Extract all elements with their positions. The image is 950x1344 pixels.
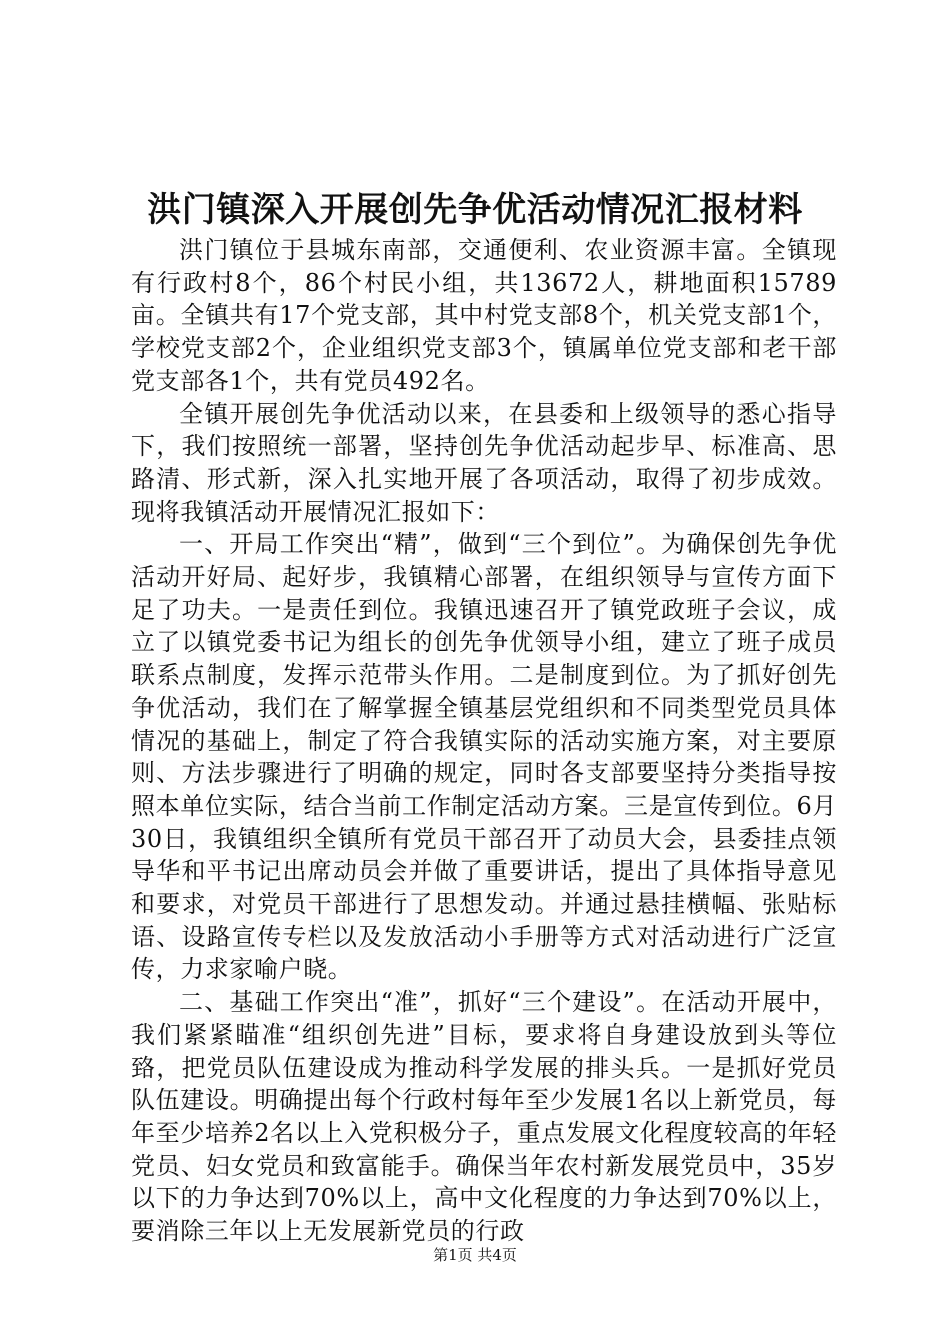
document-title: 洪门镇深入开展创先争优活动情况汇报材料 bbox=[147, 190, 803, 230]
document-body bbox=[131, 234, 837, 1248]
body-paragraph-4: 二、基础工作突出“准”，抓好“三个建设”。在活动开展中，我们紧紧瞄准“组织创先进”目标，要求将自身建设放到头等位臵，把党员队伍建设成为推动科学发展的排头兵。一是抓好党员队伍建设。明确提出每个行政村每年至少发展1名以上新党员，每年至少培养2名以上入党积极分子，重点发展文化程度较高的年轻党员、妇女党员和致富能手。确保当年农村新发展党员中，35岁以下的力争达到70%以上，高中文化程度的力争达到70%以上，要消除三年以上无发展新党员的行政 bbox=[131, 988, 837, 1246]
page-number-footer: 第1页 共4页 bbox=[433, 1246, 517, 1264]
body-paragraph-3: 一、开局工作突出“精”，做到“三个到位”。为确保创先争优活动开好局、起好步，我镇精心部署，在组织领导与宣传方面下足了功夫。一是责任到位。我镇迅速召开了镇党政班子会议，成立了以镇党委书记为组长的创先争优领导小组，建立了班子成员联系点制度，发挥示范带头作用。二是制度到位。为了抓好创先争优活动，我们在了解掌握全镇基层党组织和不同类型党员具体情况的基础上，制定了符合我镇实际的活动实施方案，对主要原则、方法步骤进行了明确的规定，同时各支部要坚持分类指导按照本单位实际，结合当前工作制定活动方案。三是宣传到位。6月30日，我镇组织全镇所有党员干部召开了动员大会，县委挂点领导华和平书记出席动员会并做了重要讲话，提出了具体指导意见和要求，对党员干部进行了思想发动。并通过悬挂横幅、张贴标语、设路宣传专栏以及发放活动小手册等方式对活动进行广泛宣传，力求家喻户晓。 bbox=[131, 530, 837, 984]
body-paragraph-2: 全镇开展创先争优活动以来，在县委和上级领导的悉心指导下，我们按照统一部署，坚持创先争优活动起步早、标准高、思路清、形式新，深入扎实地开展了各项活动，取得了初步成效。现将我镇活动开展情况汇报如下： bbox=[131, 399, 837, 526]
body-paragraph-1: 洪门镇位于县城东南部，交通便利、农业资源丰富。全镇现有行政村8个，86个村民小组，共13672人，耕地面积15789亩。全镇共有17个党支部，其中村党支部8个，机关党支部1个，学校党支部2个，企业组织党支部3个，镇属单位党支部和老干部党支部各1个，共有党员492名。 bbox=[131, 236, 837, 395]
